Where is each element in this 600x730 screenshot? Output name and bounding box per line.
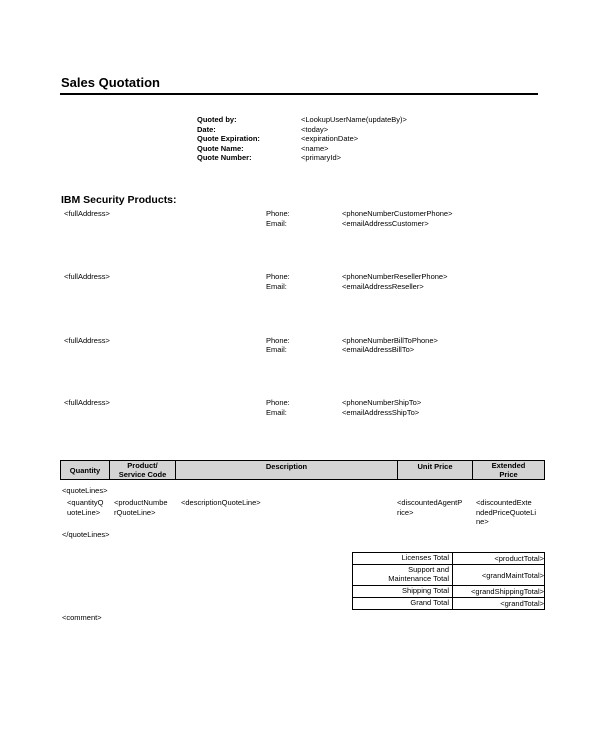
line-extended-price bbox=[476, 498, 536, 527]
contact-email: <emailAddressBillTo> bbox=[342, 345, 415, 354]
grand-total-label: Grand Total bbox=[410, 598, 449, 607]
line-quantity bbox=[67, 498, 103, 517]
header-quantity: Quantity bbox=[69, 465, 101, 475]
line-product-part1: <productNumbe bbox=[114, 498, 168, 507]
licenses-total-label: Licenses Total bbox=[401, 553, 449, 562]
maintenance-label-line1: Support and bbox=[408, 565, 449, 574]
contact-phone: <phoneNumberResellerPhone> bbox=[342, 272, 448, 281]
header-description: Description bbox=[265, 462, 308, 471]
header-unit-price: Unit Price bbox=[417, 462, 453, 471]
totals-row-licenses bbox=[353, 553, 544, 565]
licenses-total-value: <productTotal> bbox=[494, 554, 544, 563]
line-quantity-part2: uoteLine> bbox=[67, 507, 101, 517]
quoted-by-label: Quoted by: bbox=[197, 115, 237, 124]
header-product bbox=[110, 461, 175, 479]
totals-table bbox=[352, 552, 545, 610]
email-label: Email: bbox=[266, 345, 287, 354]
grand-total-value: <grandTotal> bbox=[500, 599, 544, 608]
contact-address: <fullAddress> bbox=[64, 209, 110, 218]
line-unit-price bbox=[397, 498, 462, 517]
header-product-line2: Service Code bbox=[118, 470, 167, 479]
contact-email: <emailAddressReseller> bbox=[342, 282, 424, 291]
header-extended-price bbox=[473, 461, 544, 479]
contact-email: <emailAddressShipTo> bbox=[342, 408, 420, 417]
totals-row-grand bbox=[353, 598, 544, 610]
totals-row-shipping bbox=[353, 586, 544, 598]
header-product-line1: Product/ bbox=[127, 461, 158, 470]
totals-column-divider bbox=[452, 553, 453, 609]
line-unit-price-part2: rice> bbox=[397, 507, 414, 517]
quote-number-value: <primaryId> bbox=[301, 153, 342, 162]
contact-phone: <phoneNumberShipTo> bbox=[342, 398, 422, 407]
phone-label: Phone: bbox=[266, 272, 290, 281]
totals-row-maintenance bbox=[353, 565, 544, 586]
contact-address: <fullAddress> bbox=[64, 398, 110, 407]
maintenance-total-label bbox=[353, 566, 449, 583]
quote-name-label: Quote Name: bbox=[197, 144, 244, 153]
maintenance-label-line2: Maintenance Total bbox=[388, 573, 449, 583]
shipping-total-label: Shipping Total bbox=[402, 586, 449, 595]
quote-expiration-label: Quote Expiration: bbox=[197, 134, 260, 143]
line-description: <descriptionQuoteLine> bbox=[181, 498, 261, 507]
document-title: Sales Quotation bbox=[61, 75, 160, 90]
items-table-header bbox=[60, 460, 545, 480]
quote-lines-open-tag: <quoteLines> bbox=[62, 486, 108, 495]
line-product bbox=[114, 498, 168, 517]
phone-label: Phone: bbox=[266, 398, 290, 407]
header-extended-line1: Extended bbox=[491, 461, 526, 470]
quote-expiration-value: <expirationDate> bbox=[301, 134, 359, 143]
email-label: Email: bbox=[266, 219, 287, 228]
line-product-part2: rQuoteLine> bbox=[114, 507, 156, 517]
maintenance-total-value: <grandMaintTotal> bbox=[481, 571, 544, 580]
title-divider bbox=[60, 93, 538, 95]
quote-name-value: <name> bbox=[301, 144, 329, 153]
date-label: Date: bbox=[197, 125, 216, 134]
phone-label: Phone: bbox=[266, 209, 290, 218]
shipping-total-value: <grandShippingTotal> bbox=[471, 587, 544, 596]
phone-label: Phone: bbox=[266, 336, 290, 345]
line-extended-part2: ndedPriceQuoteLi bbox=[476, 507, 537, 517]
quoted-by-value: <LookupUserName(updateBy)> bbox=[301, 115, 407, 124]
contact-phone: <phoneNumberBillToPhone> bbox=[342, 336, 438, 345]
contact-address: <fullAddress> bbox=[64, 272, 110, 281]
comment-placeholder: <comment> bbox=[62, 613, 102, 622]
section-heading: IBM Security Products: bbox=[61, 194, 177, 206]
date-value: <today> bbox=[301, 125, 329, 134]
contact-email: <emailAddressCustomer> bbox=[342, 219, 429, 228]
contact-phone: <phoneNumberCustomerPhone> bbox=[342, 209, 453, 218]
quote-number-label: Quote Number: bbox=[197, 153, 252, 162]
line-quantity-part1: <quantityQ bbox=[67, 498, 104, 507]
email-label: Email: bbox=[266, 408, 287, 417]
quote-lines-close-tag: </quoteLines> bbox=[62, 530, 110, 539]
email-label: Email: bbox=[266, 282, 287, 291]
header-extended-line2: Price bbox=[499, 470, 518, 479]
contact-address: <fullAddress> bbox=[64, 336, 110, 345]
line-extended-part1: <discountedExte bbox=[476, 498, 532, 507]
line-unit-price-part1: <discountedAgentP bbox=[397, 498, 463, 507]
line-extended-part3: ne> bbox=[476, 517, 489, 526]
